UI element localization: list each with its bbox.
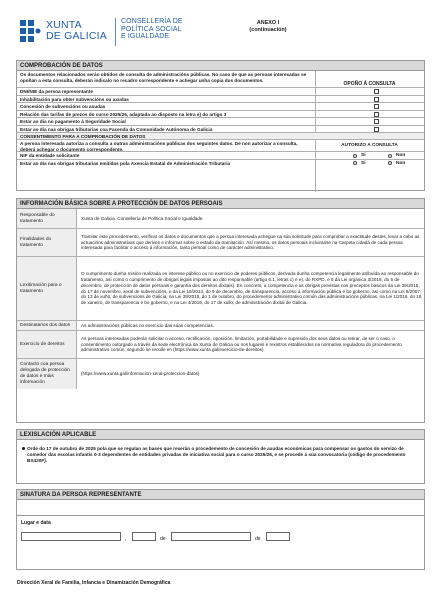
comprobacion-item: Inhabilitación para obter subvencións ou axudas <box>17 96 424 104</box>
info-row: Lexitimación para o tratamento O cumprimento dunha misión realizada en interese público ou no exercicio de poderes públicos, derivada dunha competencia legalmente atribuída ao responsable do tratamento, así como o cumprimento de obrigas legais impostas ao dito responsable (artigo 6.1, letras c) e e), do RXPD, e 8 da Lei orgánica 3/2018, do 5 de decembro, de protección de datos persoais e garantía dos dereitos dixitais). En concreto, a competencia e as obrigas previstas nos preceptos básicos da Lei 39/2015, do 17 de novembro, xeral de subvencións, e da Lei 19/2013, do 9 de decembro, de transparencia, acceso á información pública e bo goberno, así como na Lei 9/2007, do 13 de xuño, de subvencións de Galicia, na Lei 39/2015, do 1 de outubro, do procedemento administrativo común das administracións públicas, na Lei 1/2016, do 18 de xaneiro, de transparencia e bo goberno, e na Lei 4/2019, do 17 de xullo, de administración dixital de Galicia. <box>17 257 424 321</box>
comprobacion-item: Estar ao día nas obrigas tributarias coa Facenda da Comunidade Autónoma de Galicia <box>17 126 424 134</box>
comprobacion-section: COMPROBACIÓN DE DATOS Os documentos relacionados serán obtidos de consulta de administracións públicas. No caso de que as persoas interesadas se opoñan a esta consulta, deberán indicalo no recadro correspondente e achegar unha copia dos documentos. OPOÑO Á CONSULTA DNI/NIE da persoa representante Inhabilitación para obter subvencións ou axudas Concesión de subvencións ou axudas Relación das tarifas de prezos do curso 2025/26, adaptada ao disposto na letra e) do artigo 3 Estar ao día no pagamento á Seguridade Social Estar ao día nas obrigas tributarias coa Facenda da Comunidade Autónoma de Galicia CONSENTIMENTO PARA A COMPROBACIÓN DE DATOS A persoa interesada autoriza a consulta a outras administracións públicas dos seguintes datos. De non autorizar a consulta, deberá achegar o documento correspondente. AUTORIZO A CONSULTA NIF da entidade solicitante Si Non Estar ao día nas obrigas tributarias emitidas pola Axencia Estatal de Administración Tributaria Si Non <box>16 60 425 191</box>
info-row: Contacto coa persoa delegada de protección de datos e máis información (https://www.xunta.gal/informacion-xeral-proteccion-datos) <box>17 359 424 389</box>
autorizo-header: AUTORIZO A CONSULTA <box>341 143 398 148</box>
opono-checkbox[interactable] <box>374 112 379 117</box>
lexislacion-title: LEXISLACIÓN APLICABLE <box>17 430 424 440</box>
info-row: Exercicio de dereitos As persoas interesadas poderán solicitar o acceso, rectificación, oposición, limitación, portabilidade e supresión dos seus datos ou retirar, de ser o caso, o consentimento outorgado a través da sede electrónica da Xunta de Galicia ou nos lugares e rexistros establecidos na normativa reguladora do procedemento administrativo común, segundo se recolle en (https://www.xunta.gal/exercicio-de-dereitos) <box>17 331 424 359</box>
consent-item: NIF da entidade solicitante <box>17 152 424 160</box>
proteccion-datos-title: INFORMACIÓN BÁSICA SOBRE A PROTECCIÓN DE DATOS PERSOAIS <box>17 199 424 209</box>
footer-text: Dirección Xeral de Familia, Infancia e Dinamización Demográfica <box>17 580 171 586</box>
consellaria-name: CONSELLERÍA DE POLÍTICA SOCIAL E IGUALDADE <box>121 18 183 41</box>
proteccion-datos-section <box>16 198 425 423</box>
consent-text-row: A persoa interesada autoriza a consulta a outras administracións públicas dos seguintes datos. De non autorizar a consulta, deberá achegar o documento correspondente. <box>17 140 424 152</box>
sinatura-section <box>16 489 425 516</box>
opono-checkbox[interactable] <box>374 127 379 132</box>
bullet-icon <box>22 447 25 450</box>
consent-item: Estar ao día nas obrigas tributarias emitidas pola Axencia Estatal de Administración Tributaria <box>20 160 231 166</box>
opono-checkbox[interactable] <box>374 119 379 124</box>
year-field[interactable] <box>266 532 290 541</box>
info-row: Destinatarios dos datos As administracións públicas no exercicio das súas competencias. <box>17 321 424 331</box>
opono-header: OPOÑO Á CONSULTA <box>343 81 396 87</box>
day-field[interactable] <box>132 532 156 541</box>
comprobacion-item: DNI/NIE da persoa representante <box>17 88 424 96</box>
logo-line1: XUNTA <box>46 19 82 31</box>
lugar-data-label: Lugar e data <box>21 520 51 526</box>
comprobacion-title: COMPROBACIÓN DE DATOS <box>17 61 424 71</box>
consent-title-row: CONSENTIMENTO PARA A COMPROBACIÓN DE DATOS <box>17 133 424 140</box>
comprobacion-item: Concesión de subvencións ou axudas <box>17 103 424 111</box>
xunta-crest-icon <box>18 18 42 44</box>
anexo-title: ANEXO I (continuación) <box>249 20 287 33</box>
opono-checkbox[interactable] <box>374 89 379 94</box>
comprobacion-item: Estar ao día no pagamento á Seguridade Social <box>17 118 424 126</box>
sinatura-body: Lugar e data , de de <box>16 516 425 570</box>
lexislacion-section <box>16 429 425 484</box>
opono-checkbox[interactable] <box>374 104 379 109</box>
logo-divider <box>115 18 116 46</box>
month-field[interactable] <box>171 532 251 541</box>
logo-line2: DE GALICIA <box>46 30 107 42</box>
comprobacion-intro: Os documentos relacionados serán obtidos de consulta de administracións públicas. No caso de que as persoas interesadas se opoñan a esta consulta, deberán indicalo no recadro correspondente e achegar unha copia dos documentos. <box>20 72 307 83</box>
lugar-field[interactable] <box>21 532 121 541</box>
opono-checkbox[interactable] <box>374 97 379 102</box>
xunta-logo <box>18 16 116 48</box>
sinatura-title: SINATURA DA PERSOA REPRESENTANTE <box>17 490 424 500</box>
info-row: Responsable do tratamento Xunta de Galicia. Consellería de Política Social e Igualdade. <box>17 209 424 229</box>
info-row: Finalidades do tratamento Tramitar este procedemento, verificar os datos e documentos que a persoa interesada achegue na súa solicitude para comprobar a exactitude destes, levar a cabo as actuacións administrativas que deriven e informar sobre o estado da tramitación. Así mesmo, os datos persoais incluiranse na Carpeta cidadá de cada persoa interesada para facilitar o acceso á información, tanto persoal como de carácter administrativo. <box>17 229 424 257</box>
lexislacion-text: Orde do 17 de outubro de 2025 pola que se regulan as bases que rexerán o procedemento de concesión de axudas económicas para compensar os gastos do servizo de comedor das escolas infantís 0-3 dependentes de entidades privadas de iniciativa social para o curso 2025/26, e se procede á súa convocatoria (código de procedemento BS420F). <box>27 446 406 463</box>
page-header <box>18 14 423 50</box>
comprobacion-item: Relación das tarifas de prezos do curso 2025/26, adaptada ao disposto na letra e) do artigo 3 <box>17 111 424 119</box>
